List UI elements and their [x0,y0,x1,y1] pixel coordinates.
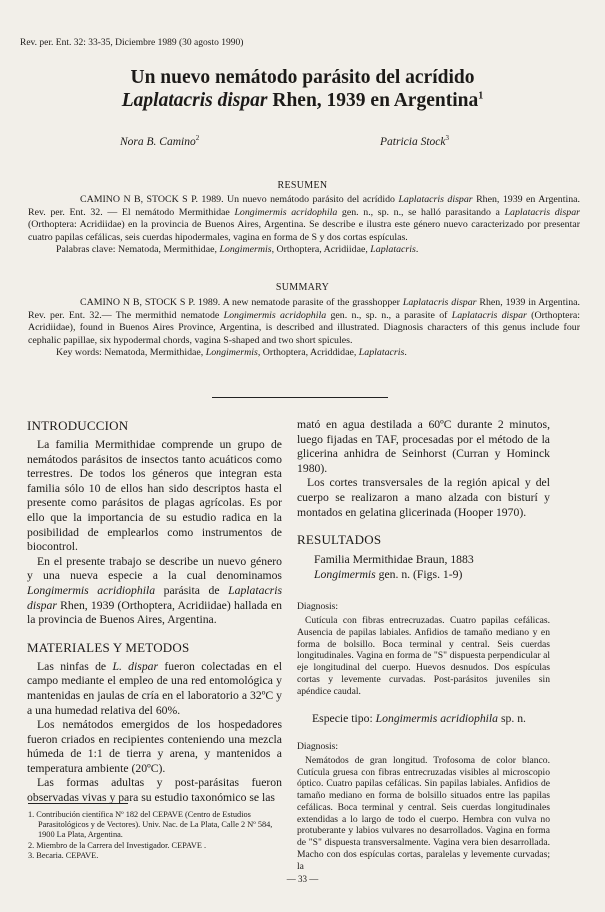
author-1-mark: 2 [195,134,200,143]
summary-text: CAMINO N B, STOCK S P. 1989. A new nematode parasite of the grasshopper Laplatacris dispar Rhen, 1939 in Argentina. Rev. per. Ent. 32.— The mermithid nematode Longimermis acridophila gen. n., sp. n., a parasite of Laplatacris dispar (Orthoptera: Acridiidae), found in Buenos Aires Province, Argentina, is described and illustrated. Diagnosis characters of this genus include four cephalic papillae, six hypodermal chords, vagina S-shaped and two short spicules. [28,297,580,346]
footnote-1: 1. Contribución científica Nº 182 del CEPAVE (Centro de Estudios Parasitológicos y de Vectores). Univ. Nac. de La Plata, Calle 2 Nº 584, 1900 La Plata, Argentina. [28,810,273,840]
methods-paragraph-1: Las ninfas de L. dispar fueron colectadas en el campo mediante el empleo de una red entomológica y mantenidas en jaulas de cría en el laboratorio a 32ºC y a una humedad relativa del 60%. [27,659,282,717]
summary-heading: SUMMARY [275,282,330,293]
title-species: Laplatacris dispar [121,90,268,111]
title-footnote-mark: 1 [478,90,484,102]
summary-block [28,297,580,360]
page-number: — 33 — [286,874,319,884]
resumen-keywords: Palabras clave: Nematoda, Mermithidae, Longimermis, Orthoptera, Acridiidae, Laplatacris. [56,244,419,256]
diagnosis-2-text: Nemátodos de gran longitud. Trofosoma de color blanco. Cutícula gruesa con fibras entrecruzadas visibles al microscopio óptico. Cuatro papilas cefálicas. Sin papilas labiales. Anfidios de tamaño mediano en forma de bolsillo situados entre las papilas cefálicas. Boca terminal y central. Seis cuerdas longitudinales extendidas a lo largo de todo el cuerpo. Hembra con vulva no protuberante y labios vulvares no desarrollados. Vagina en forma de "S" dispuesta transversalmente. Vagina vera bien desarrollada. Macho con dos espículas cortas, paralelas y levemente curvadas; la [297,754,550,872]
author-1-name: Nora B. Camino [120,136,196,148]
intro-heading: INTRODUCCION [27,418,129,433]
intro-paragraph-2: En el presente trabajo se describe un nuevo género y una nueva especie a la cual denominamos Longimermis acridiophila parásita de Laplatacris dispar Rhen, 1939 (Orthoptera, Acridiidae) hallada en la provincia de Buenos Aires, Argentina. [27,554,283,627]
resumen-block [28,194,580,257]
genus-line: Longimermis gen. n. (Figs. 1-9) [314,567,463,581]
section-divider [212,397,388,398]
right-column [297,418,550,873]
diagnosis-1-block [297,615,550,698]
diagnosis-1-label: Diagnosis: [297,601,339,613]
left-column [27,418,282,806]
running-head: Rev. per. Ent. 32: 33-35, Diciembre 1989 (30 agosto 1990) [20,38,244,48]
results-heading: RESULTADOS [297,532,382,548]
diagnosis-1-text: Cutícula con fibras entrecruzadas. Cuatro papilas cefálicas. Ausencia de papilas labiales. Anfidios de tamaño mediano y en forma de bolsillo. Boca terminal y central. Seis cuerdas longitudinales. Vagina en forma de "S" dispuesta perpendicular al eje longitudinal del cuerpo. Huevos desnudos. Dos espículas cortas y levemente curvadas. Post-parásitos juveniles sin apéndice caudal. [297,614,550,697]
resumen-text: CAMINO N B, STOCK S P. 1989. Un nuevo nemátodo parásito del acrídido Laplatacris dispar Rhen, 1939 en Argentina. Rev. per. Ent. 32. — El nemátodo Mermithidae Longimermis acridophila gen. n., sp. n., se halló parasitando a Laplatacris dispar (Orthoptera: Acridiidae) en la provincia de Buenos Aires, Argentina. Se describe e ilustra este género nuevo caracterizado por presentar cuatro papilas cefálicas, seis cuerdas hipodermales, vagina en forma de S y dos cortas espículas. [28,194,580,243]
methods-paragraph-3: Las formas adultas y post-parásitas fueron observadas vivas y para su estudio taxonómico se las [27,776,282,805]
methods-paragraph-cont: mató en agua destilada a 60ºC durante 2 minutos, luego fijadas en TAF, procesadas por el método de la glicerina anhidra de Seinhorst (Curran y Hominck 1980). [297,418,550,475]
family-line: Familia Mermithidae Braun, 1883 [314,553,474,567]
title-line-2-rest: Rhen, 1939 en Argentina [267,90,479,111]
footnotes [28,810,286,861]
article-title [0,66,605,112]
author-2-name: Patricia Stock [380,136,446,148]
title-line-2 [0,89,605,112]
methods-paragraph-2: Los nemátodos emergidos de los hospedadores fueron criados en recipientes conteniendo una mezcla húmeda de 1:1 de tierra y arena, y mantenidos a temperatura ambiente (20ºC). [27,718,282,775]
title-line-1: Un nuevo nemátodo parásito del acrídido [130,67,475,88]
footnote-rule [28,803,128,804]
author-2-mark: 3 [445,134,449,143]
diagnosis-2-label: Diagnosis: [297,741,339,753]
methods-heading: MATERIALES Y METODOS [27,639,190,655]
type-species-line: Especie tipo: Longimermis acridiophila sp. n. [312,711,526,725]
author-2 [380,136,449,148]
footnote-3: 3. Becaria. CEPAVE. [28,850,99,860]
summary-keywords: Key words: Nematoda, Mermithidae, Longimermis, Orthoptera, Acriddidae, Laplatacris. [56,347,407,359]
resumen-heading: RESUMEN [277,180,328,191]
methods-paragraph-4: Los cortes transversales de la región apical y del cuerpo se realizaron a mano alzada con bisturí y montados en gelatina glicerinada (Hooper 1970). [297,476,550,519]
footnote-2: 2. Miembro de la Carrera del Investigador. CEPAVE . [28,840,207,850]
author-1 [120,136,199,148]
intro-paragraph-1: La familia Mermithidae comprende un grupo de nemátodos parásitos de insectos tanto acuáticos como terrestres. De todos los géneros que integran esta familia sólo 10 de ellos han sido descriptos hasta el presente como parásitos de plagas agrícolas. Es por ello que la importancia de su estudio radica en la posibilidad de emplearlos como instrumentos de biocontrol. [27,438,282,554]
diagnosis-2-block [297,755,550,873]
